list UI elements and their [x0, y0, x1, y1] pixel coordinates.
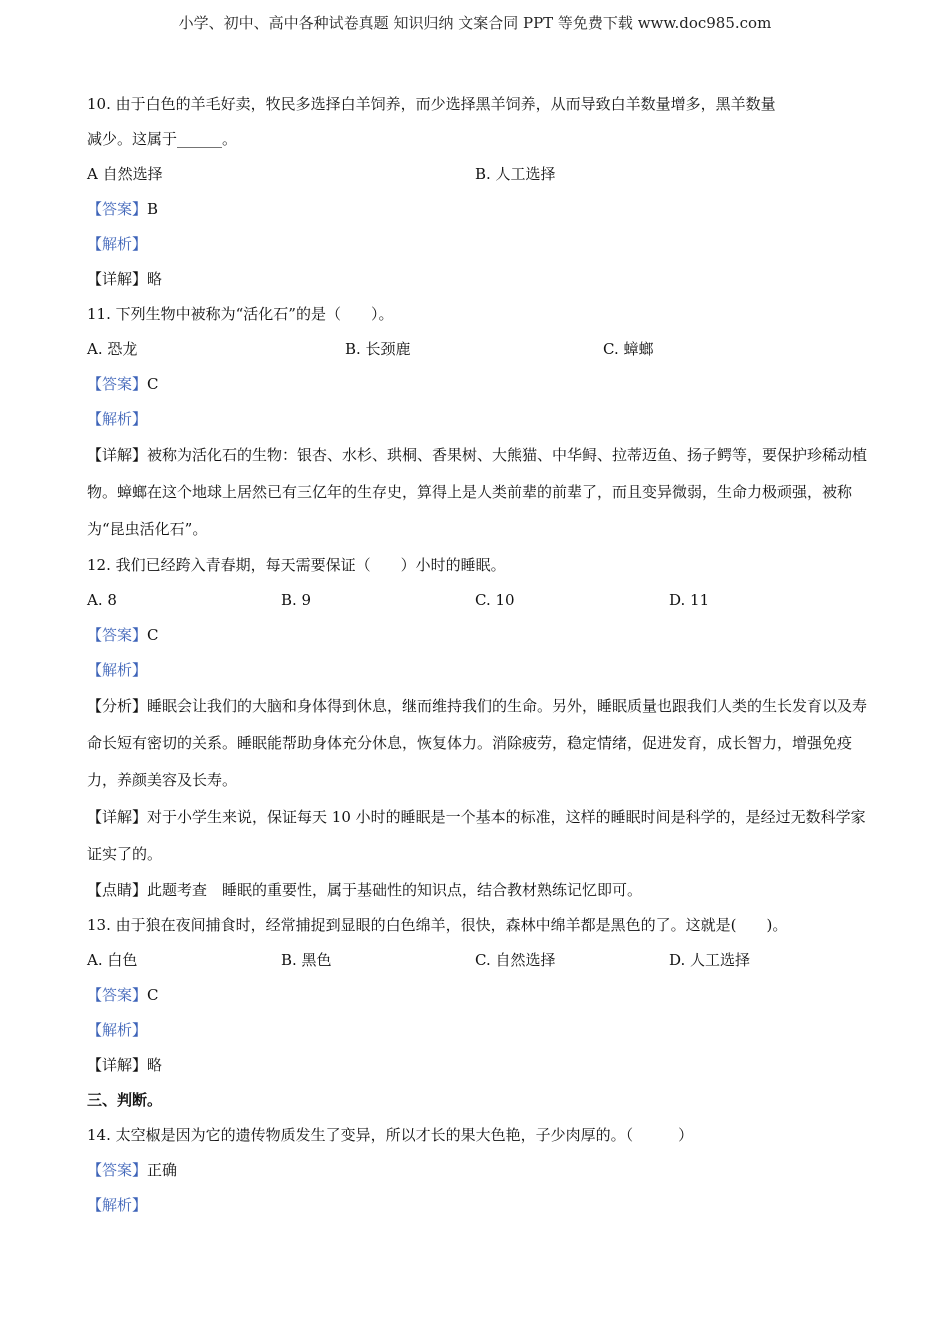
- q11-answer: [87, 367, 877, 402]
- document-body: [87, 87, 877, 1223]
- q10-stem-line1: 10. 由于白色的羊毛好卖，牧民多选择白羊饲养，而少选择黑羊饲养，从而导致白羊数量增多，黑羊数量: [87, 95, 776, 113]
- q12-analysis: [87, 653, 877, 688]
- q10-stem-line2: 减少。这属于______。: [87, 130, 238, 148]
- detail-tag: 【详解】: [87, 1056, 148, 1074]
- detail-tag: 【详解】: [87, 270, 148, 288]
- detail-tag: 【详解】: [87, 446, 148, 464]
- q12-answer: [87, 618, 877, 653]
- page-header: 小学、初中、高中各种试卷真题 知识归纳 文案合同 PPT 等免费下载 www.doc985.com: [178, 14, 772, 32]
- analysis-tag: 【解析】: [87, 1021, 148, 1039]
- q13-option-d: D. 人工选择: [669, 951, 751, 969]
- q13-option-b: B. 黑色: [281, 951, 332, 969]
- q13-analysis: [87, 1013, 877, 1048]
- q12-option-c: C. 10: [475, 591, 515, 609]
- answer-value: 正确: [147, 1161, 178, 1179]
- analysis-tag: 【解析】: [87, 235, 148, 253]
- q10-options: [87, 157, 877, 192]
- analysis-tag: 【解析】: [87, 410, 148, 428]
- q11-option-a: A. 恐龙: [87, 340, 138, 358]
- q11-detail: [87, 437, 877, 548]
- q12-stem: 12. 我们已经跨入青春期，每天需要保证（ ）小时的睡眠。: [87, 556, 506, 574]
- q12-fenxi: [87, 688, 877, 799]
- q10-answer: [87, 192, 877, 227]
- q11-option-c: C. 蟑螂: [603, 340, 654, 358]
- fenxi-tag: 【分析】: [87, 697, 148, 715]
- q10-option-b: B. 人工选择: [475, 165, 556, 183]
- answer-value: C: [147, 626, 159, 644]
- q11-stem: 11. 下列生物中被称为“活化石”的是（ ）。: [87, 305, 394, 323]
- detail-text: 略: [147, 270, 163, 288]
- q13-options: [87, 943, 877, 978]
- dianjing-tag: 【点睛】: [87, 881, 148, 899]
- answer-value: C: [147, 986, 159, 1004]
- q11-option-b: B. 长颈鹿: [345, 340, 411, 358]
- q10-analysis: [87, 227, 877, 262]
- fenxi-text: 睡眠会让我们的大脑和身体得到休息，继而维持我们的生命。另外，睡眠质量也跟我们人类的生长发育以及寿命长短有密切的关系。睡眠能帮助身体充分休息，恢复体力。消除疲劳，稳定情绪，促进发育，成长智力，增强免疫力，养颜美容及长寿。: [87, 697, 868, 789]
- q11-options: [87, 332, 877, 367]
- detail-tag: 【详解】: [87, 808, 148, 826]
- analysis-tag: 【解析】: [87, 1196, 148, 1214]
- q10-detail: [87, 262, 877, 297]
- q13-answer: [87, 978, 877, 1013]
- answer-tag: 【答案】: [87, 375, 148, 393]
- q12-detail: [87, 799, 877, 873]
- answer-tag: 【答案】: [87, 200, 148, 218]
- q13-option-a: A. 白色: [87, 951, 138, 969]
- q12-options: [87, 583, 877, 618]
- q12-dianjing: [87, 873, 877, 908]
- answer-value: C: [147, 375, 159, 393]
- analysis-tag: 【解析】: [87, 661, 148, 679]
- q11-analysis: [87, 402, 877, 437]
- answer-tag: 【答案】: [87, 1161, 148, 1179]
- q13-option-c: C. 自然选择: [475, 951, 556, 969]
- answer-value: B: [147, 200, 159, 218]
- detail-text: 对于小学生来说，保证每天 10 小时的睡眠是一个基本的标准，这样的睡眠时间是科学的，是经过无数科学家证实了的。: [87, 808, 866, 863]
- detail-text: 略: [147, 1056, 163, 1074]
- q12-option-a: A. 8: [87, 591, 117, 609]
- q14-answer: [87, 1153, 877, 1188]
- q14-stem: 14. 太空椒是因为它的遗传物质发生了变异，所以才长的果大色艳，子少肉厚的。（ ）: [87, 1126, 694, 1144]
- detail-text: 被称为活化石的生物：银杏、水杉、珙桐、香果树、大熊猫、中华鲟、拉蒂迈鱼、扬子鳄等，要保护珍稀动植物。蟑螂在这个地球上居然已有三亿年的生存史，算得上是人类前辈的前辈了，而且变异微弱，生命力极顽强，被称为“昆虫活化石”。: [87, 446, 868, 538]
- q13-stem: 13. 由于狼在夜间捕食时，经常捕捉到显眼的白色绵羊，很快，森林中绵羊都是黑色的了。这就是( )。: [87, 916, 788, 934]
- q13-detail: [87, 1048, 877, 1083]
- dianjing-text: 此题考查 睡眠的重要性，属于基础性的知识点，结合教材熟练记忆即可。: [147, 881, 643, 899]
- q12-option-d: D. 11: [669, 591, 710, 609]
- answer-tag: 【答案】: [87, 626, 148, 644]
- q10-option-a: A 自然选择: [87, 165, 163, 183]
- q12-option-b: B. 9: [281, 591, 312, 609]
- section-title: 三、判断。: [87, 1091, 163, 1109]
- answer-tag: 【答案】: [87, 986, 148, 1004]
- q14-analysis: [87, 1188, 877, 1223]
